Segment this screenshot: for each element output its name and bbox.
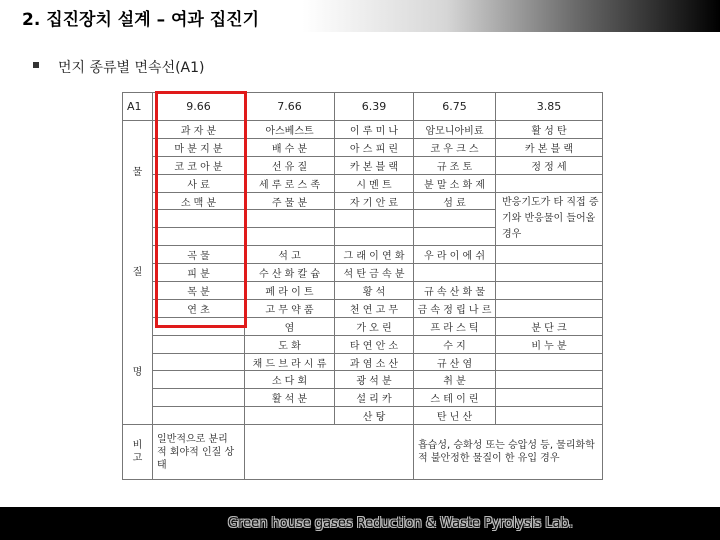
notes-right: 흡습성, 승화성 또는 승압성 등, 물리화학적 불안정한 물질이 한 유입 경우 (414, 425, 603, 480)
table-row (123, 138, 603, 156)
table-cell: 활 성 탄 (496, 121, 603, 139)
dust-table (122, 92, 603, 480)
table-cell: 고 무 약 품 (245, 299, 335, 317)
table-cell: 설 리 카 (335, 389, 414, 407)
table-row (123, 335, 603, 353)
notes-row (123, 425, 603, 480)
table-cell: 시 멘 트 (335, 174, 414, 192)
slide-title: 2. 집진장치 설계 – 여과 집진기 (22, 10, 260, 30)
subtitle: 먼지 종류별 면속선(A1) (58, 60, 205, 76)
table-cell: 과 염 소 산 (335, 353, 414, 371)
table-row (123, 317, 603, 335)
table-row (123, 389, 603, 407)
table-cell: 수 지 (414, 335, 496, 353)
table-cell: 섬 료 (414, 192, 496, 210)
column-header: 3.85 (496, 93, 603, 121)
table-cell (245, 210, 335, 228)
table-cell (414, 210, 496, 228)
table-cell: 스 테 이 린 (414, 389, 496, 407)
table-row (123, 246, 603, 264)
side-label: 질 (132, 266, 143, 278)
table-cell: 반응기도가 타 직접 증기와 반응물이 들어올 경우 (496, 192, 603, 246)
table-cell (153, 389, 245, 407)
table-cell (496, 174, 603, 192)
table-cell (496, 264, 603, 282)
table-cell: 사 료 (153, 174, 245, 192)
table-cell (496, 371, 603, 389)
footer-bar (0, 507, 720, 540)
table-cell: 활 석 분 (245, 389, 335, 407)
table-cell (245, 228, 335, 246)
column-header: 9.66 (153, 93, 245, 121)
table-cell: 채 드 브 라 시 류 (245, 353, 335, 371)
side-label: 물 (132, 166, 143, 178)
table-cell (153, 228, 245, 246)
table-cell (153, 210, 245, 228)
table-row (123, 192, 603, 210)
side-label-cell (123, 121, 153, 425)
table-cell (414, 228, 496, 246)
table-cell: 마 분 지 분 (153, 138, 245, 156)
table-cell: 주 물 분 (245, 192, 335, 210)
table-row (123, 156, 603, 174)
table-cell: 규 산 염 (414, 353, 496, 371)
column-header: 7.66 (245, 93, 335, 121)
table-cell: 소 맥 분 (153, 192, 245, 210)
table-cell: 분 말 소 화 제 (414, 174, 496, 192)
table-cell: 금 속 정 립 나 르 (414, 299, 496, 317)
table-cell: 연 초 (153, 299, 245, 317)
table-cell: 카 본 블 랙 (335, 156, 414, 174)
table-cell (496, 282, 603, 300)
table-cell (414, 264, 496, 282)
notes-left: 일반적으로 분리 적 회야적 인질 상태 (153, 425, 245, 480)
table-cell (496, 389, 603, 407)
table-cell: 가 오 린 (335, 317, 414, 335)
table-cell: 프 라 스 틱 (414, 317, 496, 335)
table-cell: 규 속 산 화 물 (414, 282, 496, 300)
table-cell: 곡 물 (153, 246, 245, 264)
table-cell: 카 본 블 랙 (496, 138, 603, 156)
table-cell: 그 래 이 연 화 (335, 246, 414, 264)
table-row (123, 371, 603, 389)
table-cell: 타 연 안 소 (335, 335, 414, 353)
table-cell: 천 연 고 무 (335, 299, 414, 317)
table-cell: 석 고 (245, 246, 335, 264)
table-cell: 황 석 (335, 282, 414, 300)
table-cell (496, 407, 603, 425)
footer-text: Green house gases Reduction & Waste Pyrolysis Lab. (228, 516, 573, 531)
table-cell: 페 라 이 트 (245, 282, 335, 300)
table-cell (335, 228, 414, 246)
table-cell: 과 자 분 (153, 121, 245, 139)
table-cell (153, 407, 245, 425)
table-cell: 석 탄 금 속 분 (335, 264, 414, 282)
table-cell: 목 분 (153, 282, 245, 300)
table-cell: 암모니아비료 (414, 121, 496, 139)
table-row (123, 264, 603, 282)
bullet-icon (33, 62, 39, 68)
table-cell (153, 317, 245, 335)
table-cell: 아 스 피 린 (335, 138, 414, 156)
table-row (123, 121, 603, 139)
table-header-row (123, 93, 603, 121)
table-cell: 정 정 세 (496, 156, 603, 174)
table-corner-label: A1 (123, 93, 153, 121)
notes-empty (245, 425, 414, 480)
side-label: 명 (132, 366, 143, 378)
table-cell: 세 루 로 스 족 (245, 174, 335, 192)
table-cell: 규 조 토 (414, 156, 496, 174)
table-cell (496, 246, 603, 264)
table-cell: 비 누 분 (496, 335, 603, 353)
table-cell (245, 407, 335, 425)
table-row (123, 174, 603, 192)
table-cell: 선 유 질 (245, 156, 335, 174)
column-header: 6.39 (335, 93, 414, 121)
table-cell (153, 371, 245, 389)
column-header: 6.75 (414, 93, 496, 121)
table-cell: 분 단 크 (496, 317, 603, 335)
table-cell: 도 화 (245, 335, 335, 353)
table-cell: 코 우 크 스 (414, 138, 496, 156)
table-cell: 피 분 (153, 264, 245, 282)
table-cell: 배 수 분 (245, 138, 335, 156)
table-cell: 아스베스트 (245, 121, 335, 139)
table-cell (496, 299, 603, 317)
table-cell: 이 루 미 나 (335, 121, 414, 139)
table-cell (153, 335, 245, 353)
table-cell: 코 코 아 분 (153, 156, 245, 174)
table-cell: 자 기 안 료 (335, 192, 414, 210)
table-cell: 염 (245, 317, 335, 335)
table-row (123, 282, 603, 300)
table-cell (153, 353, 245, 371)
table-cell: 광 석 분 (335, 371, 414, 389)
table-cell: 산 탕 (335, 407, 414, 425)
table-cell: 우 라 이 에 쉬 (414, 246, 496, 264)
notes-label: 비 고 (123, 425, 153, 480)
table-row (123, 407, 603, 425)
table-cell (496, 353, 603, 371)
table-row (123, 299, 603, 317)
table-row (123, 353, 603, 371)
table-cell: 소 다 회 (245, 371, 335, 389)
table-cell: 탄 닌 산 (414, 407, 496, 425)
table-cell: 취 분 (414, 371, 496, 389)
table-cell (335, 210, 414, 228)
dust-table-wrap (122, 92, 602, 497)
table-cell: 수 산 화 칼 슘 (245, 264, 335, 282)
